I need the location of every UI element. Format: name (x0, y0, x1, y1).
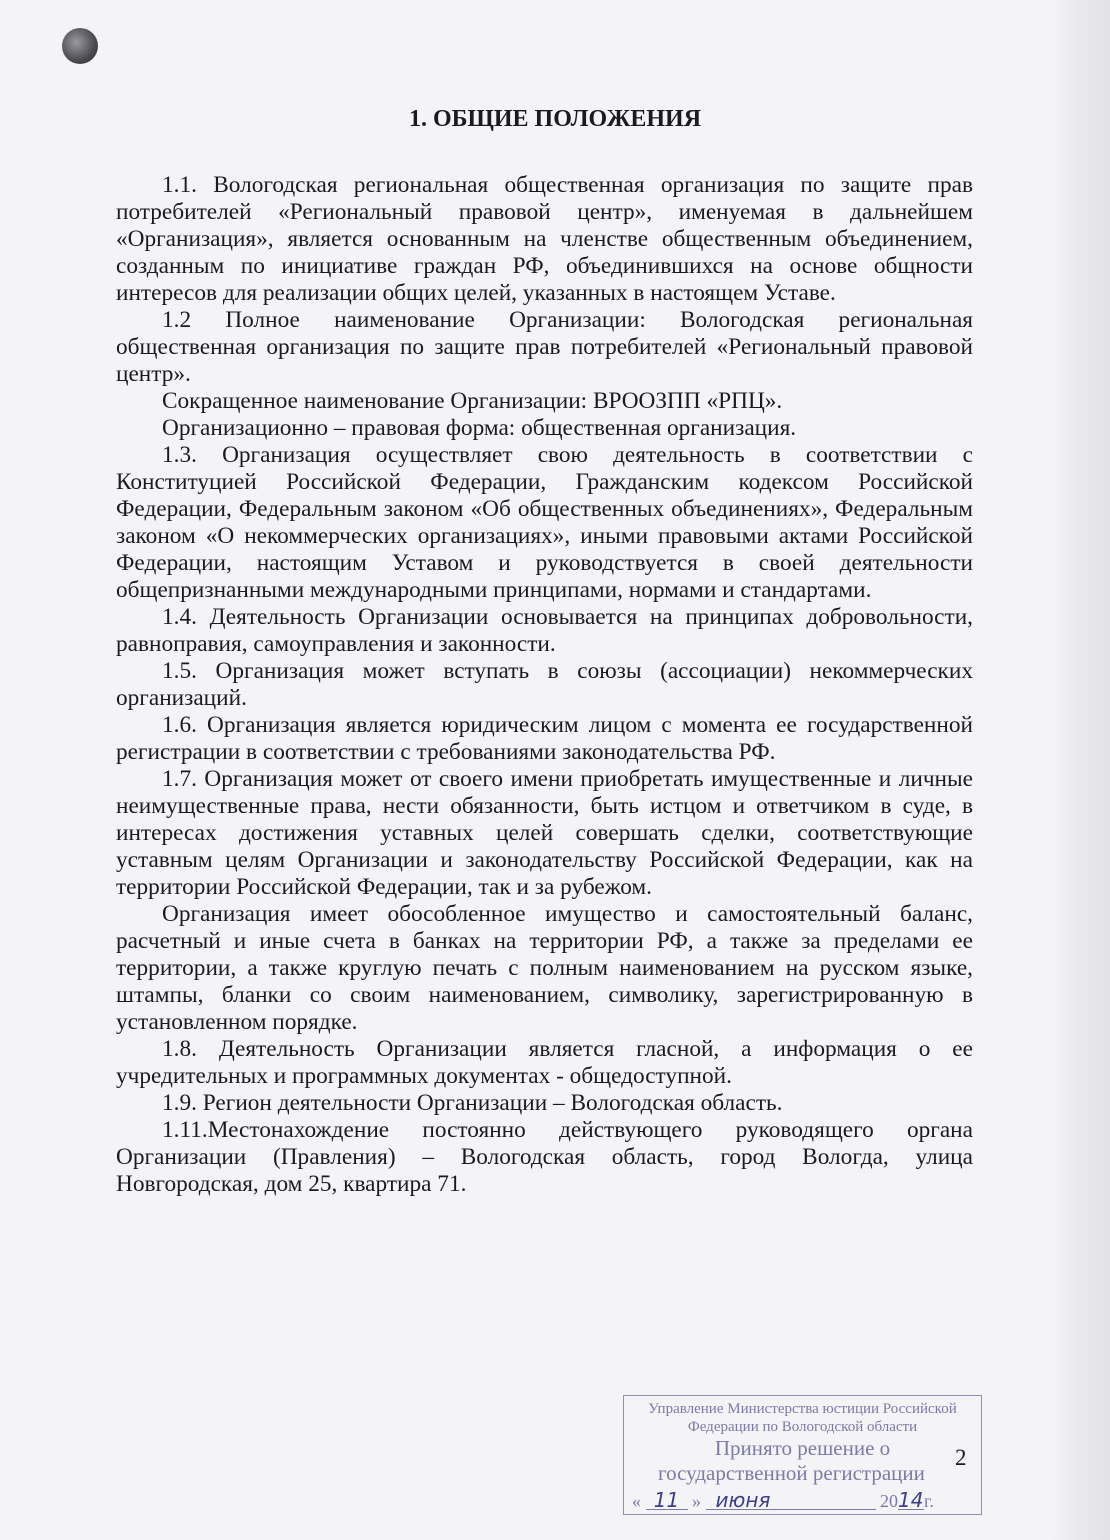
stamp-date: « 11 » июня 2014г. (632, 1488, 934, 1512)
scan-edge-shadow (1052, 0, 1110, 1540)
stamp-line: Управление Министерства юстиции Российской (648, 1401, 957, 1417)
paragraph: 1.3. Организация осуществляет свою деятельность в соответствии с Конституцией Российской Федерации, Гражданским кодексом Российской Федерации, Федеральным законом «Об общественных объединениях», Федеральным законом «О некоммерческих организациях», иными правовыми актами Российской Федерации, настоящим Уставом и руководствуется в своей деятельности общепризнанными международными принципами, нормами и стандартами. (116, 442, 973, 603)
stamp-line: Принято решение о (714, 1436, 891, 1460)
page-number: 2 (955, 1445, 967, 1470)
paragraph: 1.4. Деятельность Организации основывается на принципах добровольности, равноправия, самоуправления и законности. (116, 604, 973, 657)
paragraph: 1.2 Полное наименование Организации: Вологодская региональная общественная организация по защите прав потребителей «Региональный правовой центр». (116, 307, 973, 387)
paragraph: 1.6. Организация является юридическим лицом с момента ее государственной регистрации в соответствии с требованиями законодательства РФ. (116, 712, 973, 765)
paragraph: Организация имеет обособленное имущество и самостоятельный баланс, расчетный и иные счета в банках на территории РФ, а также за пределами ее территории, а также круглую печать с полным наименованием на русском языке, штампы, бланки со своим наименованием, символику, зарегистрированную в установленном порядке. (116, 901, 973, 1035)
paragraph: 1.7. Организация может от своего имени приобретать имущественные и личные неимущественные права, нести обязанности, быть истцом и ответчиком в суде, в интересах достижения уставных целей совершать сделки, соответствующие уставным целям Организации и законодательству Российской Федерации, как на территории Российской Федерации, так и за рубежом. (116, 766, 973, 900)
paragraph: 1.1. Вологодская региональная общественная организация по защите прав потребителей «Региональный правовой центр», именуемая в дальнейшем «Организация», является основанным на членстве общественным объединением, созданным по инициативе граждан РФ, объединившихся на основе общности интересов для реализации общих целей, указанных в настоящем Уставе. (116, 172, 973, 306)
paragraph: 1.11.Местонахождение постоянно действующего руководящего органа Организации (Правления) – Вологодская область, город Вологда, улица Новгородская, дом 25, квартира 71. (116, 1117, 973, 1197)
paragraph: Сокращенное наименование Организации: ВРООЗПП «РПЦ». (162, 388, 783, 414)
handwritten-year: 14 (898, 1488, 924, 1512)
handwritten-day: 11 (646, 1491, 688, 1510)
stamp-line: государственной регистрации (658, 1461, 925, 1485)
document-body (116, 172, 973, 1198)
paragraph: 1.9. Регион деятельности Организации – Вологодская область. (162, 1090, 783, 1116)
handwritten-month: июня (706, 1491, 876, 1510)
punch-hole (62, 28, 98, 64)
registration-stamp (623, 1395, 982, 1515)
paragraph: Организационно – правовая форма: общественная организация. (162, 415, 797, 441)
section-title: 1. ОБЩИЕ ПОЛОЖЕНИЯ (408, 106, 702, 132)
paragraph: 1.8. Деятельность Организации является гласной, а информация о ее учредительных и программных документах - общедоступной. (116, 1036, 973, 1089)
stamp-line: Федерации по Вологодской области (687, 1419, 918, 1435)
paragraph: 1.5. Организация может вступать в союзы (ассоциации) некоммерческих организаций. (116, 658, 973, 711)
